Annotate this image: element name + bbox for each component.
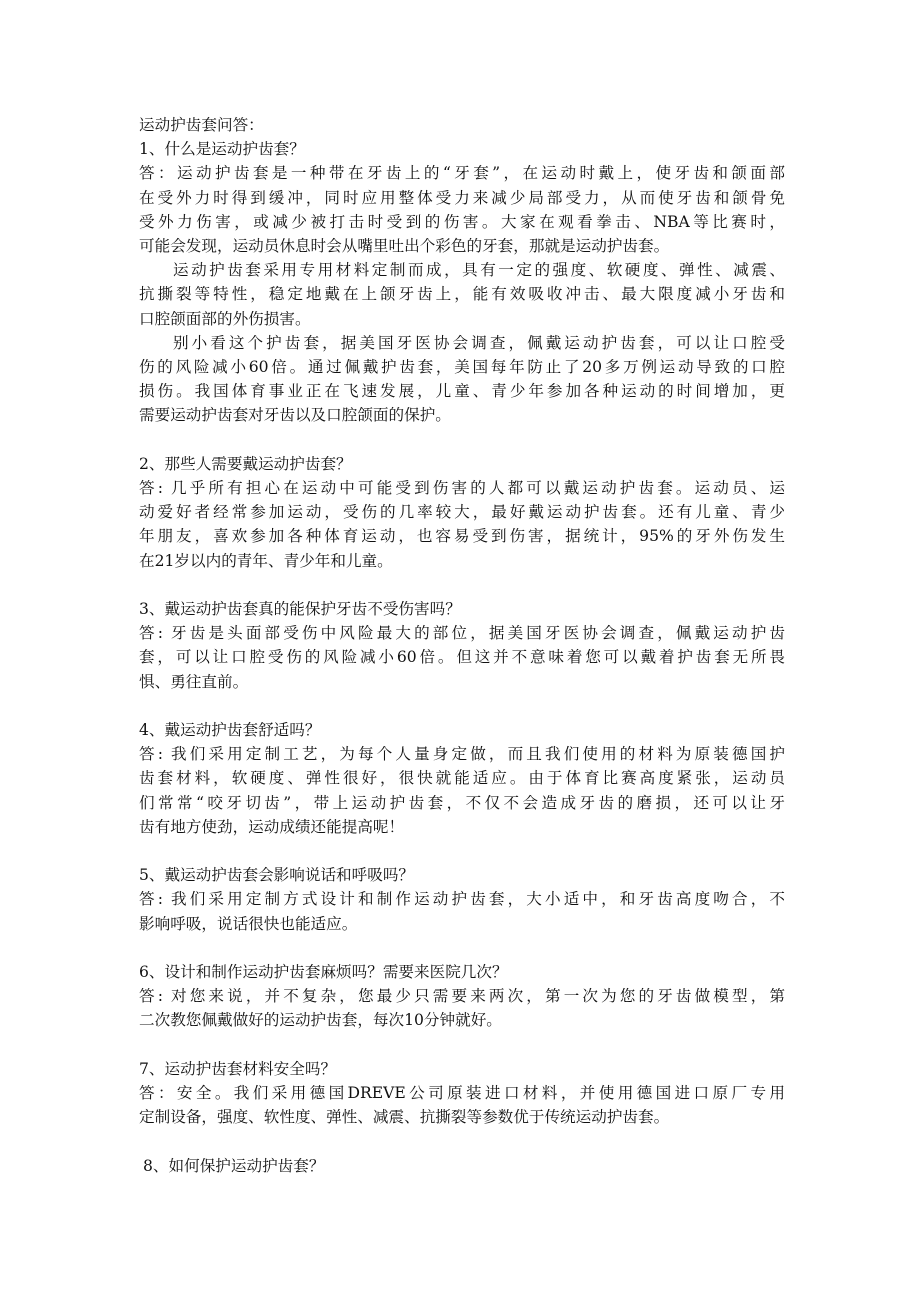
answer-6-line-2: 二次教您佩戴做好的运动护齿套，每次10分钟就好。	[139, 1011, 502, 1030]
answer-6-line-1: 答: 对您来说，并不复杂，您最少只需要来两次，第一次为您的牙齿做模型，第	[139, 987, 785, 1006]
question-4: 4、戴运动护齿套舒适吗？	[139, 721, 321, 740]
answer-4-line-1: 答: 我们采用定制工艺，为每个人量身定做，而且我们使用的材料为原装德国护	[139, 745, 785, 764]
spacer	[139, 573, 785, 597]
answer-1-para3-line-2: 伤的风险减小60倍。通过佩戴护齿套，美国每年防止了20多万例运动导致的口腔	[139, 358, 785, 377]
spacer	[139, 694, 785, 718]
question-1: 1、什么是运动护齿套？	[139, 140, 305, 159]
answer-3-line-1: 答: 牙齿是头面部受伤中风险最大的部位，据美国牙医协会调查，佩戴运动护齿	[139, 624, 785, 643]
answer-1-line-1: 答：运动护齿套是一种带在牙齿上的“牙套”，在运动时戴上，使牙齿和颌面部	[139, 164, 785, 183]
question-8: 8、如何保护运动护齿套？	[143, 1156, 325, 1175]
question-3: 3、戴运动护齿套真的能保护牙齿不受伤害吗？	[139, 600, 461, 619]
spacer	[139, 936, 785, 960]
answer-2-line-3: 年朋友，喜欢参加各种体育运动，也容易受到伤害，据统计，95%的牙外伤发生	[139, 527, 785, 546]
answer-1-line-2: 在受外力时得到缓冲，同时应用整体受力来减少局部受力，从而使牙齿和颌骨免	[139, 188, 785, 207]
spacer	[139, 1129, 785, 1153]
answer-2-line-4: 在21岁以内的青年、青少年和儿童。	[139, 551, 393, 570]
answer-7-line-1: 答：安全。我们采用德国DREVE公司原装进口材料，并使用德国进口原厂专用	[139, 1084, 785, 1103]
answer-1-para2-line-3: 口腔颌面部的外伤损害。	[139, 309, 311, 328]
answer-1-para2-line-1: 运动护齿套采用专用材料定制而成，具有一定的强度、软硬度、弹性、减震、	[173, 261, 785, 280]
question-6: 6、设计和制作运动护齿套麻烦吗？需要来医院几次？	[139, 963, 508, 982]
answer-4-line-3: 们常常“咬牙切齿”，带上运动护齿套，不仅不会造成牙齿的磨损，还可以让牙	[139, 793, 785, 812]
spacer	[139, 428, 785, 452]
answer-5-line-2: 影响呼吸，说话很快也能适应。	[139, 914, 358, 933]
answer-7-line-2: 定制设备，强度、软性度、弹性、减震、抗撕裂等参数优于传统运动护齿套。	[139, 1108, 670, 1127]
answer-3-line-2: 套，可以让口腔受伤的风险减小60倍。但这并不意味着您可以戴着护齿套无所畏	[139, 648, 785, 667]
document-title: 运动护齿套问答：	[139, 116, 264, 134]
spacer	[139, 1033, 785, 1057]
answer-1-para3-line-4: 需要运动护齿套对牙齿以及口腔颌面的保护。	[139, 406, 451, 425]
answer-3-line-3: 惧、勇往直前。	[139, 672, 249, 691]
spacer	[139, 839, 785, 863]
document-page	[139, 113, 785, 1178]
answer-1-para3-line-3: 损伤。我国体育事业正在飞速发展，儿童、青少年参加各种运动的时间增加，更	[139, 382, 785, 401]
answer-2-line-1: 答: 几乎所有担心在运动中可能受到伤害的人都可以戴运动护齿套。运动员、运	[139, 479, 785, 498]
answer-5-line-1: 答: 我们采用定制方式设计和制作运动护齿套，大小适中，和牙齿高度吻合，不	[139, 890, 785, 909]
question-7: 7、运动护齿套材料安全吗？	[139, 1059, 337, 1078]
answer-1-line-4: 可能会发现，运动员休息时会从嘴里吐出个彩色的牙套，那就是运动护齿套。	[139, 237, 670, 256]
answer-1-para2-line-2: 抗撕裂等特性，稳定地戴在上颌牙齿上，能有效吸收冲击、最大限度减小牙齿和	[139, 285, 785, 304]
question-2: 2、那些人需要戴运动护齿套？	[139, 454, 352, 473]
answer-2-line-2: 动爱好者经常参加运动，受伤的几率较大，最好戴运动护齿套。还有儿童、青少	[139, 503, 785, 522]
answer-4-line-4: 齿有地方使劲，运动成绩还能提高呢！	[139, 817, 405, 836]
answer-1-para3-line-1: 别小看这个护齿套，据美国牙医协会调查，佩戴运动护齿套，可以让口腔受	[173, 333, 785, 352]
answer-4-line-2: 齿套材料，软硬度、弹性很好，很快就能适应。由于体育比赛高度紧张，运动员	[139, 769, 785, 788]
answer-1-line-3: 受外力伤害，或减少被打击时受到的伤害。大家在观看拳击、NBA等比赛时，	[139, 212, 785, 231]
question-5: 5、戴运动护齿套会影响说话和呼吸吗？	[139, 866, 415, 885]
